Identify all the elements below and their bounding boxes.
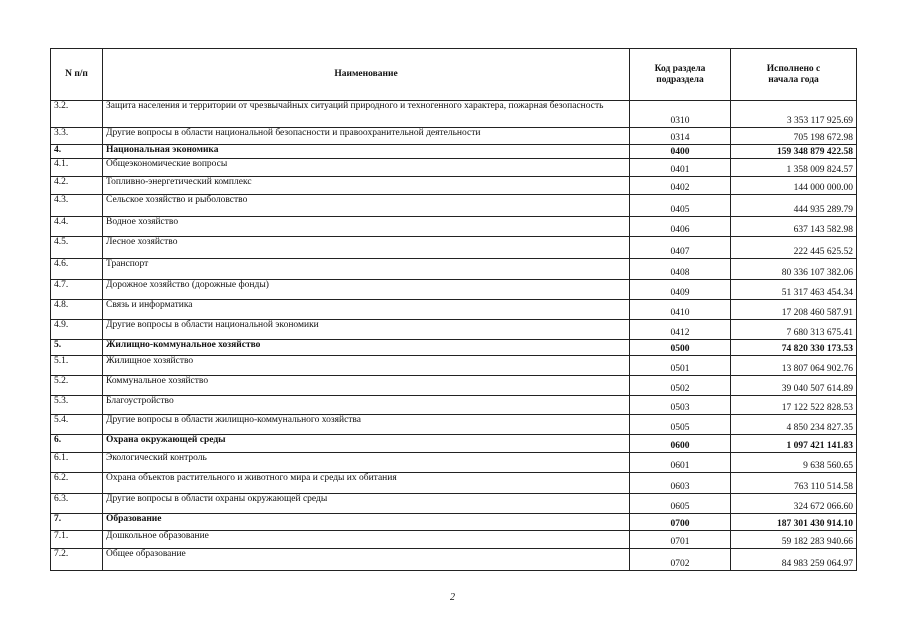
row-code: 0405 <box>630 195 731 217</box>
row-number: 5.2. <box>51 376 103 396</box>
row-code: 0701 <box>630 531 731 549</box>
row-amount: 444 935 289.79 <box>731 195 857 217</box>
row-name: Связь и информатика <box>103 300 630 320</box>
row-name: Образование <box>103 514 630 531</box>
table-row <box>51 101 857 128</box>
table-row <box>51 549 857 571</box>
table-header-row <box>51 49 857 101</box>
row-code: 0401 <box>630 159 731 177</box>
row-code: 0603 <box>630 473 731 494</box>
table-row <box>51 514 857 531</box>
table-row <box>51 300 857 320</box>
row-number: 4.4. <box>51 217 103 237</box>
header-code: Код раздела подраздела <box>630 49 731 101</box>
row-name: Благоустройство <box>103 396 630 415</box>
table-row <box>51 320 857 340</box>
row-number: 5.3. <box>51 396 103 415</box>
table-row <box>51 145 857 159</box>
row-code: 0500 <box>630 340 731 356</box>
row-amount: 637 143 582.98 <box>731 217 857 237</box>
row-number: 7.1. <box>51 531 103 549</box>
row-code: 0406 <box>630 217 731 237</box>
row-name: Дорожное хозяйство (дорожные фонды) <box>103 280 630 300</box>
row-name: Защита населения и территории от чрезвычайных ситуаций природного и техногенного характера, пожарная безопасность <box>103 101 630 128</box>
row-code: 0402 <box>630 177 731 195</box>
row-amount: 1 097 421 141.83 <box>731 435 857 453</box>
table-row <box>51 217 857 237</box>
row-amount: 17 208 460 587.91 <box>731 300 857 320</box>
row-number: 4.6. <box>51 259 103 280</box>
row-code: 0400 <box>630 145 731 159</box>
row-code: 0605 <box>630 494 731 514</box>
row-number: 4.5. <box>51 237 103 259</box>
row-number: 4.2. <box>51 177 103 195</box>
table-row <box>51 396 857 415</box>
row-amount: 4 850 234 827.35 <box>731 415 857 435</box>
row-number: 4.1. <box>51 159 103 177</box>
row-amount: 222 445 625.52 <box>731 237 857 259</box>
row-amount: 1 358 009 824.57 <box>731 159 857 177</box>
row-number: 4. <box>51 145 103 159</box>
row-amount: 84 983 259 064.97 <box>731 549 857 571</box>
row-number: 5.4. <box>51 415 103 435</box>
row-amount: 159 348 879 422.58 <box>731 145 857 159</box>
row-number: 6.2. <box>51 473 103 494</box>
row-number: 5. <box>51 340 103 356</box>
table-row <box>51 531 857 549</box>
row-code: 0409 <box>630 280 731 300</box>
row-name: Жилищное хозяйство <box>103 356 630 376</box>
table-row <box>51 159 857 177</box>
table-row <box>51 128 857 145</box>
row-amount: 59 182 283 940.66 <box>731 531 857 549</box>
row-name: Другие вопросы в области национальной безопасности и правоохранительной деятельности <box>103 128 630 145</box>
row-number: 6.3. <box>51 494 103 514</box>
row-amount: 74 820 330 173.53 <box>731 340 857 356</box>
row-amount: 7 680 313 675.41 <box>731 320 857 340</box>
table-row <box>51 195 857 217</box>
row-code: 0700 <box>630 514 731 531</box>
table-body <box>51 101 857 571</box>
table-row <box>51 237 857 259</box>
row-name: Общее образование <box>103 549 630 571</box>
row-code: 0505 <box>630 415 731 435</box>
row-amount: 187 301 430 914.10 <box>731 514 857 531</box>
table-row <box>51 494 857 514</box>
row-code: 0407 <box>630 237 731 259</box>
row-name: Охрана окружающей среды <box>103 435 630 453</box>
row-code: 0502 <box>630 376 731 396</box>
row-code: 0314 <box>630 128 731 145</box>
row-number: 3.3. <box>51 128 103 145</box>
row-number: 4.7. <box>51 280 103 300</box>
table-row <box>51 435 857 453</box>
row-number: 7.2. <box>51 549 103 571</box>
table-row <box>51 340 857 356</box>
row-name: Экологический контроль <box>103 453 630 473</box>
table-row <box>51 177 857 195</box>
row-amount: 13 807 064 902.76 <box>731 356 857 376</box>
row-amount: 17 122 522 828.53 <box>731 396 857 415</box>
row-number: 4.3. <box>51 195 103 217</box>
row-name: Топливно-энергетический комплекс <box>103 177 630 195</box>
row-amount: 324 672 066.60 <box>731 494 857 514</box>
row-code: 0702 <box>630 549 731 571</box>
row-code: 0601 <box>630 453 731 473</box>
row-number: 4.9. <box>51 320 103 340</box>
table-row <box>51 356 857 376</box>
row-amount: 9 638 560.65 <box>731 453 857 473</box>
row-amount: 39 040 507 614.89 <box>731 376 857 396</box>
table-row <box>51 259 857 280</box>
row-code: 0412 <box>630 320 731 340</box>
row-number: 4.8. <box>51 300 103 320</box>
row-name: Общеэкономические вопросы <box>103 159 630 177</box>
row-amount: 144 000 000.00 <box>731 177 857 195</box>
budget-table <box>50 48 857 571</box>
row-amount: 3 353 117 925.69 <box>731 101 857 128</box>
row-code: 0501 <box>630 356 731 376</box>
row-code: 0600 <box>630 435 731 453</box>
row-name: Другие вопросы в области жилищно-коммунального хозяйства <box>103 415 630 435</box>
row-code: 0410 <box>630 300 731 320</box>
page-number: 2 <box>450 592 455 603</box>
header-name: Наименование <box>103 49 630 101</box>
row-amount: 51 317 463 454.34 <box>731 280 857 300</box>
table-row <box>51 473 857 494</box>
row-name: Сельское хозяйство и рыболовство <box>103 195 630 217</box>
row-name: Лесное хозяйство <box>103 237 630 259</box>
row-name: Другие вопросы в области национальной экономики <box>103 320 630 340</box>
row-name: Другие вопросы в области охраны окружающей среды <box>103 494 630 514</box>
row-name: Охрана объектов растительного и животного мира и среды их обитания <box>103 473 630 494</box>
row-amount: 80 336 107 382.06 <box>731 259 857 280</box>
row-code: 0503 <box>630 396 731 415</box>
row-number: 3.2. <box>51 101 103 128</box>
header-num: N п/п <box>51 49 103 101</box>
row-amount: 763 110 514.58 <box>731 473 857 494</box>
table-row <box>51 280 857 300</box>
row-name: Национальная экономика <box>103 145 630 159</box>
row-code: 0408 <box>630 259 731 280</box>
row-amount: 705 198 672.98 <box>731 128 857 145</box>
row-number: 5.1. <box>51 356 103 376</box>
row-name: Коммунальное хозяйство <box>103 376 630 396</box>
table-row <box>51 453 857 473</box>
row-name: Дошкольное образование <box>103 531 630 549</box>
header-amount: Исполнено с начала года <box>731 49 857 101</box>
row-name: Транспорт <box>103 259 630 280</box>
row-code: 0310 <box>630 101 731 128</box>
row-number: 7. <box>51 514 103 531</box>
row-number: 6. <box>51 435 103 453</box>
row-name: Жилищно-коммунальное хозяйство <box>103 340 630 356</box>
row-number: 6.1. <box>51 453 103 473</box>
table-row <box>51 415 857 435</box>
row-name: Водное хозяйство <box>103 217 630 237</box>
table-row <box>51 376 857 396</box>
